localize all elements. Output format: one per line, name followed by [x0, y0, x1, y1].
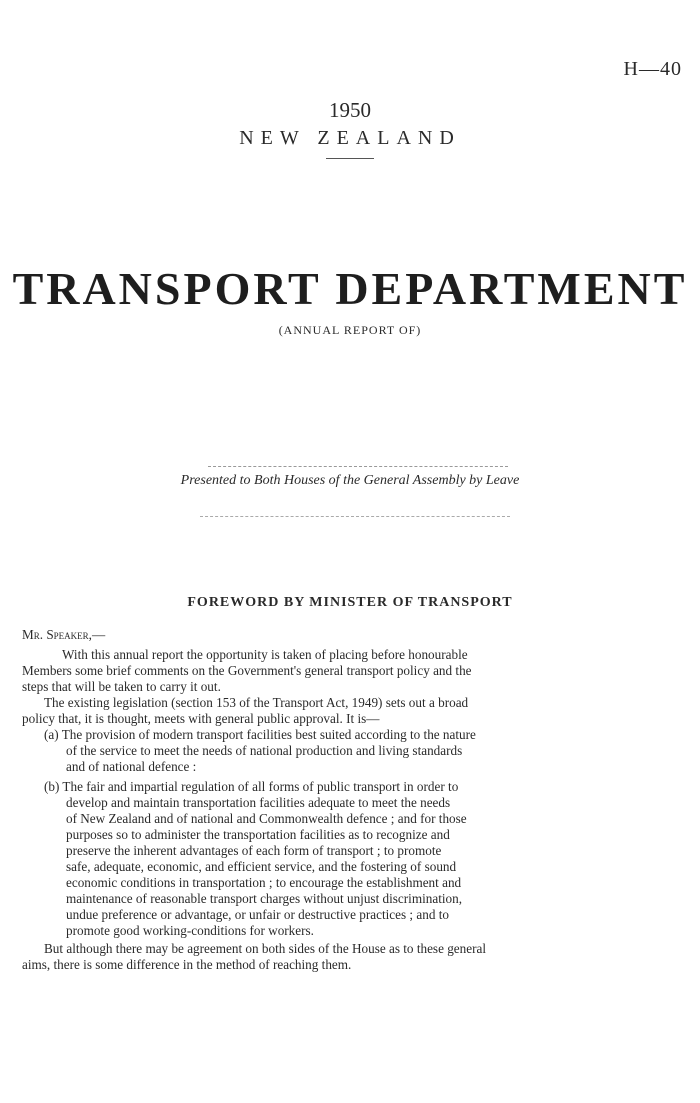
body-line: purposes so to administer the transportation facilities as to recognize and: [66, 827, 450, 842]
list-item-b: (b) The fair and impartial regulation of all forms of public transport in order to: [44, 779, 459, 794]
body-line: of New Zealand and of national and Commonwealth defence ; and for those: [66, 811, 467, 826]
body-line: preserve the inherent advantages of each form of transport ; to promote: [66, 843, 442, 858]
page-reference: H—40: [623, 58, 682, 80]
country-name: NEW ZEALAND: [239, 127, 461, 149]
body-line: Members some brief comments on the Government's general transport policy and the: [22, 663, 472, 678]
list-item-a: (a) The provision of modern transport facilities best suited according to the nature: [44, 727, 476, 742]
document-subtitle: (ANNUAL REPORT OF): [278, 323, 422, 337]
presented-line: Presented to Both Houses of the General Assembly by Leave: [180, 473, 520, 488]
body-line: of the service to meet the needs of national production and living standards: [66, 743, 463, 758]
document-title: TRANSPORT DEPARTMENT: [12, 263, 688, 314]
body-line: The existing legislation (section 153 of the Transport Act, 1949) sets out a broad: [44, 695, 469, 710]
body-line: aims, there is some difference in the method of reaching them.: [22, 957, 352, 972]
body-line: With this annual report the opportunity is taken of placing before honourable: [62, 647, 468, 662]
body-line: and of national defence :: [66, 759, 197, 774]
body-line: promote good working-conditions for workers.: [66, 923, 314, 938]
body-line: maintenance of reasonable transport charges without unjust discrimination,: [66, 891, 463, 906]
body-line: steps that will be taken to carry it out.: [22, 679, 221, 694]
body-line: safe, adequate, economic, and efficient service, and the fostering of sound: [66, 859, 457, 874]
report-year: 1950: [329, 98, 371, 122]
body-line: But although there may be agreement on both sides of the House as to these general: [44, 941, 487, 956]
body-line: policy that, it is thought, meets with general public approval. It is—: [22, 711, 380, 726]
salutation: Mr. Speaker,—: [22, 627, 106, 642]
foreword-heading: FOREWORD BY MINISTER OF TRANSPORT: [187, 595, 513, 610]
body-line: undue preference or advantage, or unfair or destructive practices ; and to: [66, 907, 449, 922]
body-line: economic conditions in transportation ; to encourage the establishment and: [66, 875, 462, 890]
body-line: develop and maintain transportation facilities adequate to meet the needs: [66, 795, 451, 810]
